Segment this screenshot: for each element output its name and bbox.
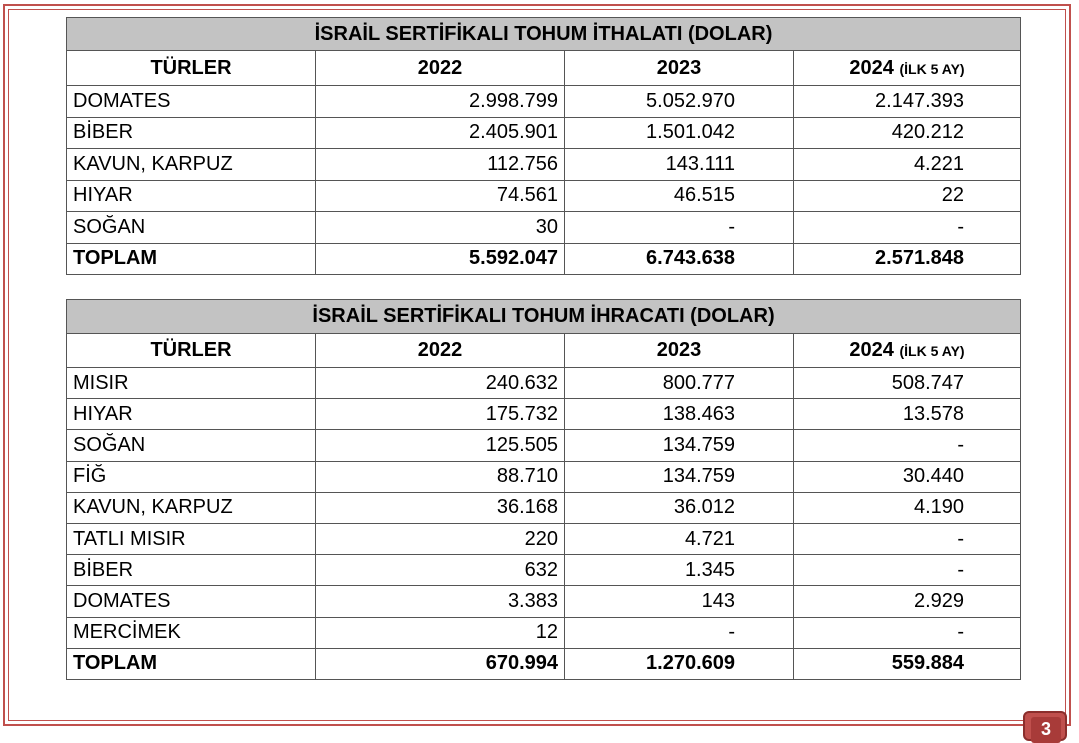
cell-2023: 134.759: [565, 461, 794, 492]
cell-2024: 22: [794, 180, 1021, 212]
export-table: [66, 299, 1021, 680]
row-label: MISIR: [67, 368, 316, 399]
cell-2022: 670.994: [316, 648, 565, 679]
cell-2022: 175.732: [316, 399, 565, 430]
column-header-2024: [794, 334, 1021, 368]
column-header-types: TÜRLER: [67, 334, 316, 368]
cell-2024: 4.190: [794, 492, 1021, 523]
cell-2022: 74.561: [316, 180, 565, 212]
cell-2024: -: [794, 555, 1021, 586]
cell-2022: 632: [316, 555, 565, 586]
table-row: [67, 461, 1021, 492]
header-2024-note: (İLK 5 AY): [899, 343, 965, 359]
row-label: TOPLAM: [67, 243, 316, 275]
cell-2023: 5.052.970: [565, 86, 794, 118]
cell-2024: -: [794, 430, 1021, 461]
cell-2022: 88.710: [316, 461, 565, 492]
cell-2022: 12: [316, 617, 565, 648]
cell-2023: 143: [565, 586, 794, 617]
row-label: BİBER: [67, 555, 316, 586]
cell-2024: -: [794, 523, 1021, 554]
cell-2023: 1.501.042: [565, 117, 794, 149]
cell-2024: 420.212: [794, 117, 1021, 149]
cell-2022: 2.405.901: [316, 117, 565, 149]
cell-2024: 30.440: [794, 461, 1021, 492]
cell-2022: 3.383: [316, 586, 565, 617]
table-row: [67, 555, 1021, 586]
table-row: [67, 117, 1021, 149]
cell-2022: 220: [316, 523, 565, 554]
cell-2024: 13.578: [794, 399, 1021, 430]
cell-2024: -: [794, 212, 1021, 244]
table-row: [67, 492, 1021, 523]
cell-2023: 6.743.638: [565, 243, 794, 275]
export-table-title: İSRAİL SERTİFİKALI TOHUM İHRACATI (DOLAR): [67, 300, 1021, 334]
table-row: [67, 430, 1021, 461]
table-row: [67, 212, 1021, 244]
cell-2022: 125.505: [316, 430, 565, 461]
row-label: MERCİMEK: [67, 617, 316, 648]
cell-2023: 46.515: [565, 180, 794, 212]
cell-2022: 5.592.047: [316, 243, 565, 275]
row-label: DOMATES: [67, 586, 316, 617]
import-table-title: İSRAİL SERTİFİKALI TOHUM İTHALATI (DOLAR): [67, 18, 1021, 51]
cell-2024: 508.747: [794, 368, 1021, 399]
row-label: BİBER: [67, 117, 316, 149]
cell-2023: 138.463: [565, 399, 794, 430]
row-label: TATLI MISIR: [67, 523, 316, 554]
row-label: FİĞ: [67, 461, 316, 492]
row-label: HIYAR: [67, 399, 316, 430]
import-table-body: [67, 86, 1021, 275]
cell-2022: 240.632: [316, 368, 565, 399]
cell-2023: 36.012: [565, 492, 794, 523]
column-header-2023: 2023: [565, 51, 794, 86]
table-row: [67, 86, 1021, 118]
export-table-body: [67, 368, 1021, 680]
row-label: KAVUN, KARPUZ: [67, 149, 316, 181]
cell-2023: 800.777: [565, 368, 794, 399]
row-label: TOPLAM: [67, 648, 316, 679]
cell-2022: 2.998.799: [316, 86, 565, 118]
cell-2023: 143.111: [565, 149, 794, 181]
cell-2023: 1.270.609: [565, 648, 794, 679]
cell-2022: 30: [316, 212, 565, 244]
table-row: [67, 180, 1021, 212]
column-header-2024: [794, 51, 1021, 86]
cell-2023: -: [565, 617, 794, 648]
cell-2022: 112.756: [316, 149, 565, 181]
cell-2024: 2.571.848: [794, 243, 1021, 275]
page-number: 3: [1031, 717, 1061, 743]
page-number-badge: [1023, 711, 1067, 741]
column-header-2022: 2022: [316, 51, 565, 86]
row-label: HIYAR: [67, 180, 316, 212]
cell-2024: -: [794, 617, 1021, 648]
column-header-2023: 2023: [565, 334, 794, 368]
header-2024-note: (İLK 5 AY): [899, 60, 965, 77]
table-row: [67, 149, 1021, 181]
column-header-2022: 2022: [316, 334, 565, 368]
cell-2023: -: [565, 212, 794, 244]
header-year-2024: 2024: [849, 339, 894, 361]
total-row: [67, 648, 1021, 679]
table-row: [67, 586, 1021, 617]
cell-2023: 4.721: [565, 523, 794, 554]
column-header-types: TÜRLER: [67, 51, 316, 86]
total-row: [67, 243, 1021, 275]
table-row: [67, 523, 1021, 554]
cell-2024: 2.929: [794, 586, 1021, 617]
table-row: [67, 368, 1021, 399]
cell-2024: 2.147.393: [794, 86, 1021, 118]
table-row: [67, 617, 1021, 648]
row-label: DOMATES: [67, 86, 316, 118]
row-label: SOĞAN: [67, 430, 316, 461]
table-row: [67, 399, 1021, 430]
row-label: KAVUN, KARPUZ: [67, 492, 316, 523]
header-year-2024: 2024: [849, 56, 894, 79]
cell-2024: 4.221: [794, 149, 1021, 181]
import-table: [66, 17, 1021, 275]
row-label: SOĞAN: [67, 212, 316, 244]
cell-2024: 559.884: [794, 648, 1021, 679]
cell-2023: 134.759: [565, 430, 794, 461]
cell-2023: 1.345: [565, 555, 794, 586]
cell-2022: 36.168: [316, 492, 565, 523]
